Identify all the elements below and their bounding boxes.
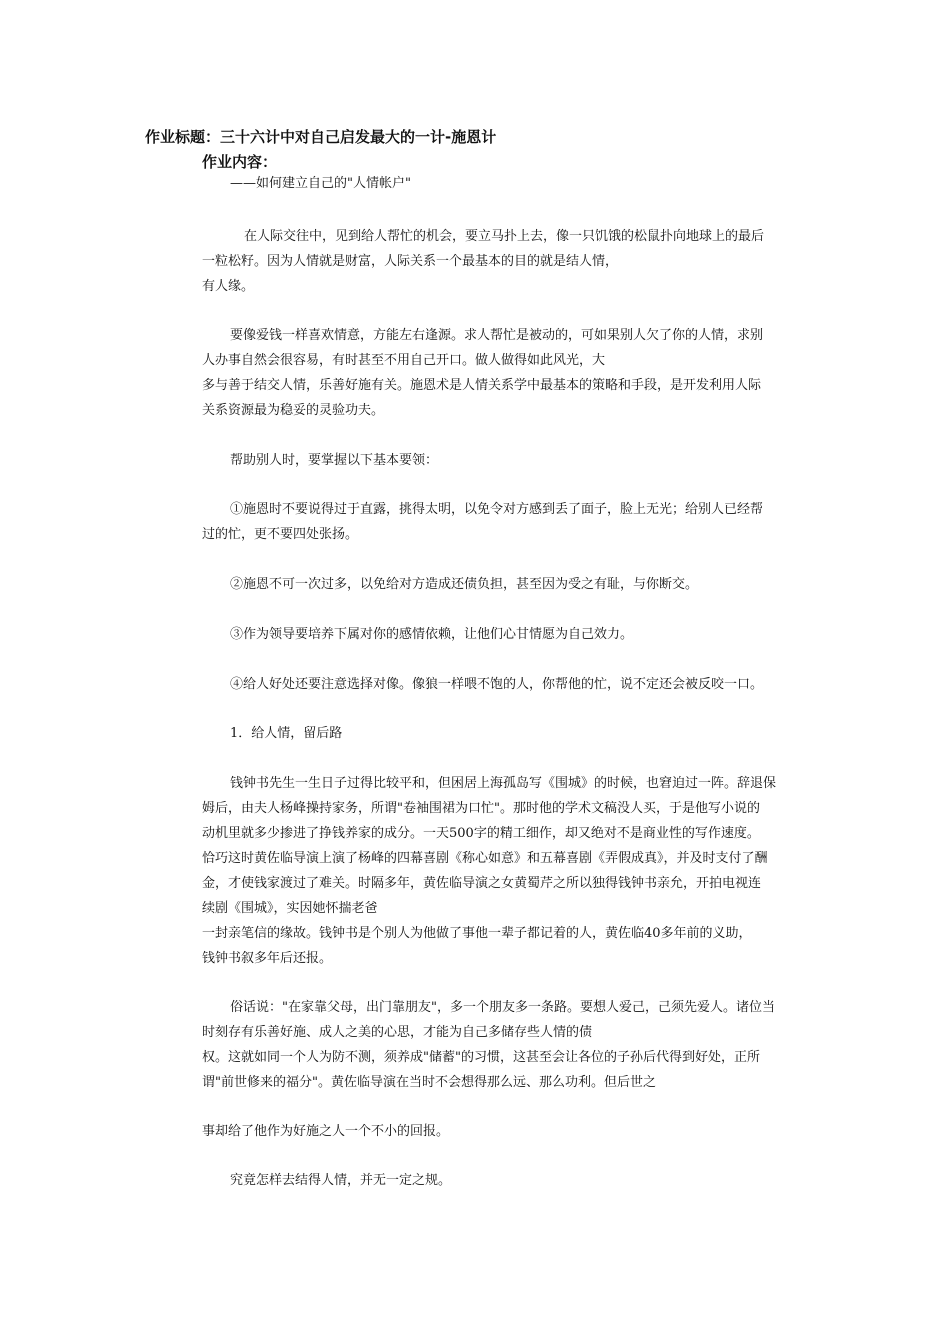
paragraph-line: 时刻存有乐善好施、成人之美的心思，才能为自己多储存些人情的债 (202, 1025, 593, 1040)
paragraph-line: 钱钟书叙多年后还报。 (202, 951, 333, 966)
paragraph-line: 帮助别人时，要掌握以下基本要领： (230, 453, 439, 468)
paragraph-11 (202, 1119, 810, 1144)
paragraph-8 (202, 721, 810, 746)
paragraph-line: 有人缘。 (202, 279, 255, 294)
paragraph-line: 钱钟书先生一生日子过得比较平和，但困居上海孤岛写《围城》的时候，也窘迫过一阵。辞退保 (230, 776, 777, 791)
paragraph-line: 要像爱钱一样喜欢情意，方能左右逢源。求人帮忙是被动的，可如果别人欠了你的人情，求别 (230, 328, 764, 343)
paragraph-7 (202, 672, 810, 697)
assignment-title: 作业标题：三十六计中对自己启发最大的一计-施恩计 (145, 128, 497, 146)
paragraph-line: 过的忙，更不要四处张扬。 (202, 527, 359, 542)
paragraph-line: ③作为领导要培养下属对你的感情依赖，让他们心甘情愿为自己效力。 (230, 627, 634, 642)
paragraph-line: 事却给了他作为好施之人一个不小的回报。 (202, 1124, 450, 1139)
paragraph-line: 谓"前世修来的福分"。黄佐临导演在当时不会想得那么远、那么功利。但后世之 (202, 1075, 656, 1090)
paragraph-line: ④给人好处还要注意选择对像。像狼一样喂不饱的人，你帮他的忙，说不定还会被反咬一口。 (230, 677, 764, 692)
paragraph-line: ②施恩不可一次过多，以免给对方造成还债负担，甚至因为受之有耻，与你断交。 (230, 577, 699, 592)
paragraph-line: 究竟怎样去结得人情，并无一定之规。 (230, 1173, 452, 1188)
paragraph-line: 金，才使钱家渡过了难关。时隔多年，黄佐临导演之女黄蜀芹之所以独得钱钟书亲允，开拍电视连 (202, 876, 762, 891)
subtitle: ——如何建立自己的"人情帐户" (230, 176, 411, 191)
paragraph-line: 动机里就多少掺进了挣钱养家的成分。一天500字的精工细作，却又绝对不是商业性的写作速度。 (202, 826, 760, 841)
paragraph-line: 在人际交往中，见到给人帮忙的机会，要立马扑上去，像一只饥饿的松鼠扑向地球上的最后 (244, 229, 765, 244)
paragraph-line: 俗话说："在家靠父母，出门靠朋友"，多一个朋友多一条路。要想人爱己，己须先爱人。诸位当 (230, 1000, 775, 1015)
paragraph-1 (202, 224, 810, 299)
paragraph-4 (202, 497, 810, 547)
paragraph-10 (202, 995, 810, 1095)
paragraph-line: 恰巧这时黄佐临导演上演了杨峰的四幕喜剧《称心如意》和五幕喜剧《弄假成真》，并及时支付了酬 (202, 851, 768, 866)
paragraph-9 (202, 771, 810, 971)
paragraph-5 (202, 572, 810, 597)
paragraph-line: 人办事自然会很容易，有时甚至不用自己开口。做人做得如此风光，大 (202, 353, 606, 368)
paragraph-6 (202, 622, 810, 647)
paragraph-3 (202, 448, 810, 473)
paragraph-line: 一粒松籽。因为人情就是财富，人际关系一个最基本的目的就是结人情， (202, 254, 619, 269)
paragraph-2 (202, 323, 810, 423)
paragraph-12 (202, 1168, 810, 1193)
paragraph-line: 关系资源最为稳妥的灵验功夫。 (202, 403, 385, 418)
content-label: 作业内容： (202, 153, 278, 171)
paragraph-line: 续剧《围城》，实因她怀揣老爸 (202, 901, 378, 916)
paragraph-line: 1．给人情，留后路 (230, 726, 343, 741)
paragraph-line: 一封亲笔信的缘故。钱钟书是个别人为他做了事他一辈子都记着的人，黄佐临40多年前的义助， (202, 926, 752, 941)
paragraph-line: ①施恩时不要说得过于直露，挑得太明，以免令对方感到丢了面子，脸上无光；给别人已经帮 (230, 502, 764, 517)
paragraph-line: 多与善于结交人情，乐善好施有关。施恩术是人情关系学中最基本的策略和手段，是开发利用人际 (202, 378, 762, 393)
paragraph-line: 姆后，由夫人杨峰操持家务，所谓"卷袖围裙为口忙"。那时他的学术文稿没人买，于是他写小说的 (202, 801, 760, 816)
paragraph-line: 权。这就如同一个人为防不测，须养成"储蓄"的习惯，这甚至会让各位的子孙后代得到好处，正所 (202, 1050, 760, 1065)
